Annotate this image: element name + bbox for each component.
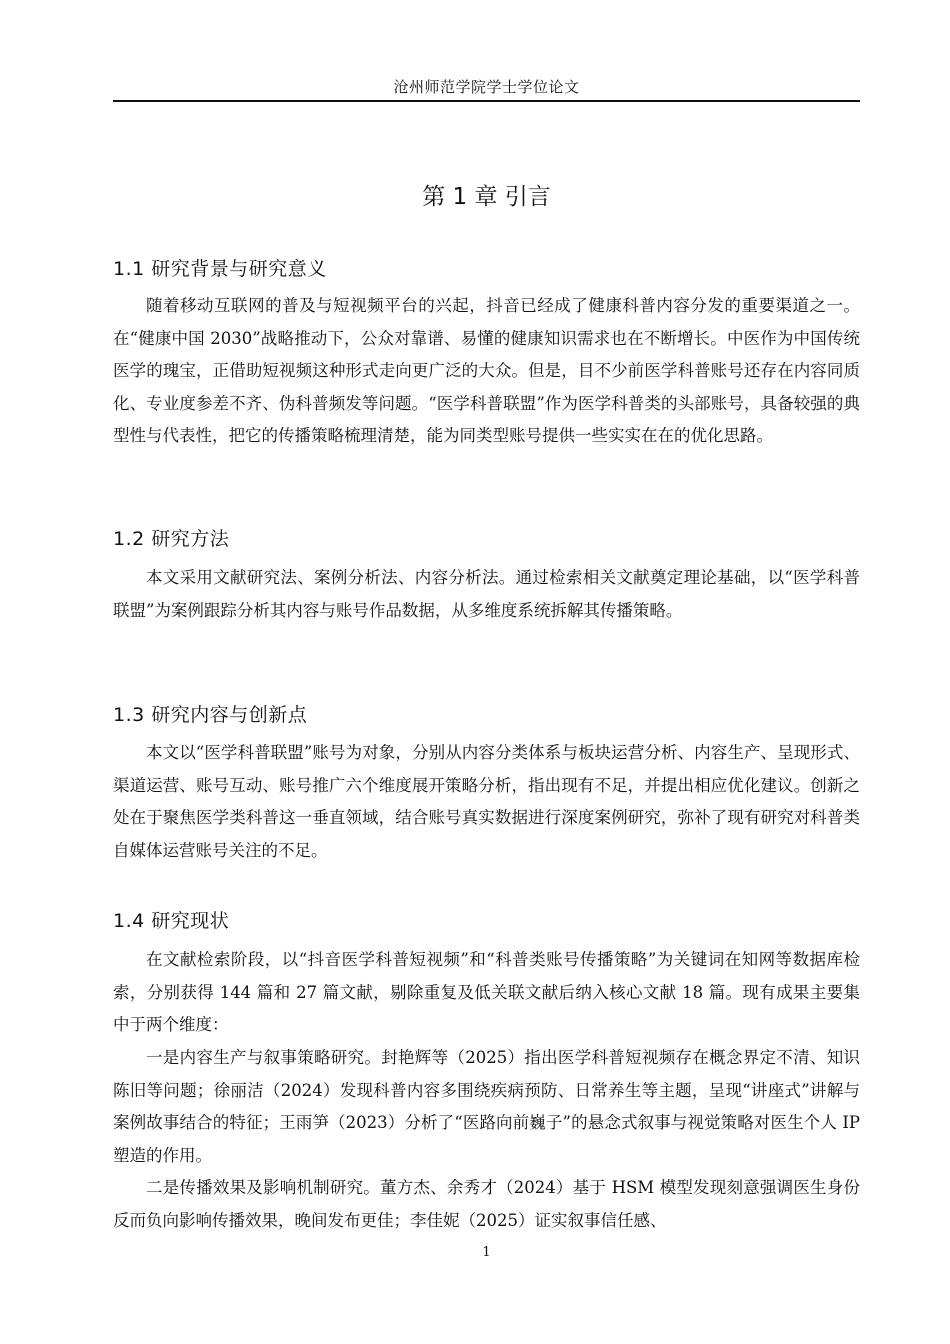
running-header: 沧州师范学院学士学位论文: [393, 78, 580, 96]
chapter-title: 第 1 章 引言: [422, 184, 551, 210]
section-heading-1-1: 1.1 研究背景与研究意义: [113, 258, 327, 280]
section-heading-1-3: 1.3 研究内容与创新点: [113, 704, 308, 726]
paragraph-1-4b: 一是内容生产与叙事策略研究。封艳辉等（2025）指出医学科普短视频存在概念界定不清、知识陈旧等问题；徐丽洁（2024）发现科普内容多围绕疾病预防、日常养生等主题，呈现“讲座式”讲解与案例故事结合的特征；王雨笋（2023）分析了“医路向前巍子”的悬念式叙事与视觉策略对医生个人 IP 塑造的作用。: [113, 1048, 860, 1165]
paragraph-1-4c: 二是传播效果及影响机制研究。董方杰、余秀才（2024）基于 HSM 模型发现刻意强调医生身份反而负向影响传播效果，晚间发布更佳；李佳妮（2025）证实叙事信任感、: [113, 1178, 860, 1230]
section-heading-1-2: 1.2 研究方法: [113, 528, 230, 550]
page-number: 1: [482, 1245, 491, 1260]
paragraph-1-2: 本文采用文献研究法、案例分析法、内容分析法。通过检索相关文献奠定理论基础，以“医学科普联盟”为案例跟踪分析其内容与账号作品数据，从多维度系统拆解其传播策略。: [113, 568, 860, 620]
paragraph-1-1: 随着移动互联网的普及与短视频平台的兴起，抖音已经成了健康科普内容分发的重要渠道之一。在“健康中国 2030”战略推动下，公众对靠谱、易懂的健康知识需求也在不断增长。中医作为中国传统医学的瑰宝，正借助短视频这种形式走向更广泛的大众。但是，目不少前医学科普账号还存在内容同质化、专业度参差不齐、伪科普频发等问题。“医学科普联盟”作为医学科普类的头部账号，具备较强的典型性与代表性，把它的传播策略梳理清楚，能为同类型账号提供一些实实在在的优化思路。: [113, 296, 860, 446]
paragraph-1-3: 本文以“医学科普联盟”账号为对象，分别从内容分类体系与板块运营分析、内容生产、呈现形式、渠道运营、账号互动、账号推广六个维度展开策略分析，指出现有不足，并提出相应优化建议。创新之处在于聚焦医学类科普这一垂直领域，结合账号真实数据进行深度案例研究，弥补了现有研究对科普类自媒体运营账号关注的不足。: [113, 743, 860, 860]
section-heading-1-4: 1.4 研究现状: [113, 910, 230, 932]
header-rule: [113, 100, 860, 102]
paragraph-1-4a: 在文献检索阶段，以“抖音医学科普短视频”和“科普类账号传播策略”为关键词在知网等数据库检索，分别获得 144 篇和 27 篇文献，剔除重复及低关联文献后纳入核心文献 18 篇。现有成果主要集中于两个维度：: [113, 950, 860, 1035]
